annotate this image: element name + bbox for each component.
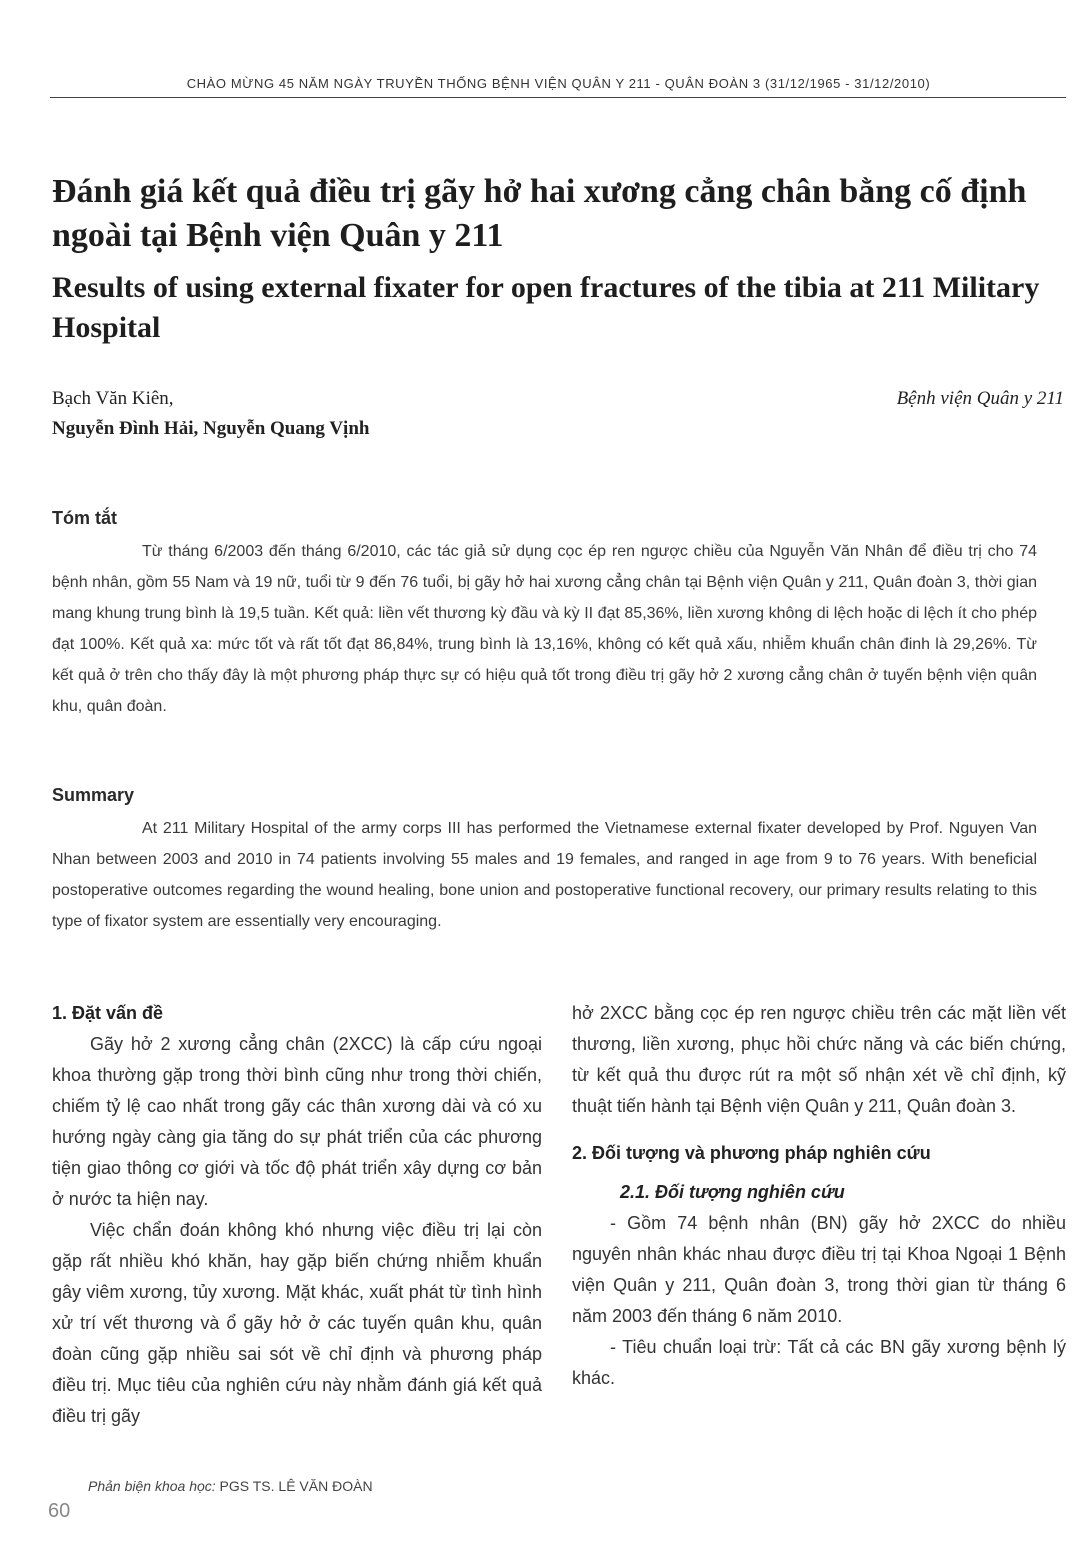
section-1-paragraph-2: Việc chẩn đoán không khó nhưng việc điều trị lại còn gặp rất nhiều khó khăn, hay gặp biến chứng nhiễm khuẩn gây viêm xương, tủy xương. Mặt khác, xuất phát từ tình hình xử trí vết thương và ổ gãy hở ở các tuyến quân khu, quân đoàn cũng gặp nhiều sai sót về chỉ định và phương pháp điều trị. Mục tiêu của nghiên cứu này nhằm đánh giá kết quả điều trị gãy (52, 1220, 542, 1426)
section-2-1-item-2: - Tiêu chuẩn loại trừ: Tất cả các BN gãy xương bệnh lý khác. (572, 1337, 1066, 1388)
section-1-heading: 1. Đặt vấn đề (52, 1003, 164, 1023)
running-header: CHÀO MỪNG 45 NĂM NGÀY TRUYỀN THỐNG BỆNH VIỆN QUÂN Y 211 - QUÂN ĐOÀN 3 (31/12/1965 - 31/12/2010) (186, 76, 931, 91)
abstract-vi-heading: Tóm tắt (52, 508, 117, 528)
abstract-en-text: At 211 Military Hospital of the army corps III has performed the Vietnamese external fixater developed by Prof. Nguyen Van Nhan between 2003 and 2010 in 74 patients involving 55 males and 19 females, and ranged in age from 9 to 76 years. With beneficial postoperative outcomes regarding the wound healing, bone union and postoperative functional recovery, our primary results relating to this type of fixator system are essentially very encouraging. (52, 820, 1037, 930)
title-vietnamese: Đánh giá kết quả điều trị gãy hở hai xương cẳng chân bằng cố định ngoài tại Bệnh viện Quân y 211 (52, 173, 1027, 254)
footnote-label: Phản biện khoa học: (88, 1478, 216, 1494)
page-number: 60 (48, 1500, 71, 1522)
section-2-1-item-1: - Gồm 74 bệnh nhân (BN) gãy hở 2XCC do nhiều nguyên nhân khác nhau được điều trị tại Khoa Ngoại 1 Bệnh viện Quân y 211, Quân đoàn 3, trong thời gian từ tháng 6 năm 2003 đến tháng 6 năm 2010. (572, 1213, 1066, 1326)
right-column (572, 998, 1066, 1394)
affiliation: Bệnh viện Quân y 211 (896, 388, 1064, 409)
section-1-paragraph-2-continued: hở 2XCC bằng cọc ép ren ngược chiều trên các mặt liền vết thương, liền xương, phục hồi chức năng và các biến chứng, từ kết quả thu được rút ra một số nhận xét về chỉ định, kỹ thuật tiến hành tại Bệnh viện Quân y 211, Quân đoàn 3. (572, 1003, 1066, 1116)
author-line-2: Nguyễn Đình Hải, Nguyễn Quang Vịnh (52, 418, 370, 439)
abstract-vi-text: Từ tháng 6/2003 đến tháng 6/2010, các tác giả sử dụng cọc ép ren ngược chiều của Nguyễn Văn Nhân để điều trị cho 74 bệnh nhân, gồm 55 Nam và 19 nữ, tuổi từ 9 đến 76 tuổi, bị gãy hở hai xương cẳng chân tại Bệnh viện Quân y 211, Quân đoàn 3, thời gian mang khung trung bình là 19,5 tuần. Kết quả: liền vết thương kỳ đầu và kỳ II đạt 85,36%, liền xương không di lệch hoặc di lệch ít cho phép đạt 100%. Kết quả xa: mức tốt và rất tốt đạt 86,84%, trung bình là 13,16%, không có kết quả xấu, nhiễm khuẩn chân đinh là 29,26%. Từ kết quả ở trên cho thấy đây là một phương pháp thực sự có hiệu quả tốt trong điều trị gãy hở 2 xương cẳng chân ở tuyến bệnh viện quân khu, quân đoàn. (52, 543, 1037, 715)
title-english: Results of using external fixater for open fractures of the tibia at 211 Military Hospital (52, 271, 1040, 344)
author-block (52, 384, 652, 444)
section-2-1-heading: 2.1. Đối tượng nghiên cứu (620, 1182, 845, 1202)
section-2-heading: 2. Đối tượng và phương pháp nghiên cứu (572, 1143, 931, 1163)
footnote-reviewer-name: PGS TS. LÊ VĂN ĐOÀN (219, 1478, 373, 1494)
left-column (52, 998, 542, 1432)
author-line-1: Bạch Văn Kiên, (52, 388, 174, 409)
abstract-en-heading: Summary (52, 785, 135, 805)
reviewer-footnote (88, 1478, 373, 1494)
header-rule (50, 97, 1066, 98)
section-1-paragraph-1: Gãy hở 2 xương cẳng chân (2XCC) là cấp cứu ngoại khoa thường gặp trong thời bình cũng như trong thời chiến, chiếm tỷ lệ cao nhất trong gãy các thân xương dài và có xu hướng ngày càng gia tăng do sự phát triển của các phương tiện giao thông cơ giới và tốc độ phát triển xây dựng cơ bản ở nước ta hiện nay. (52, 1034, 542, 1209)
